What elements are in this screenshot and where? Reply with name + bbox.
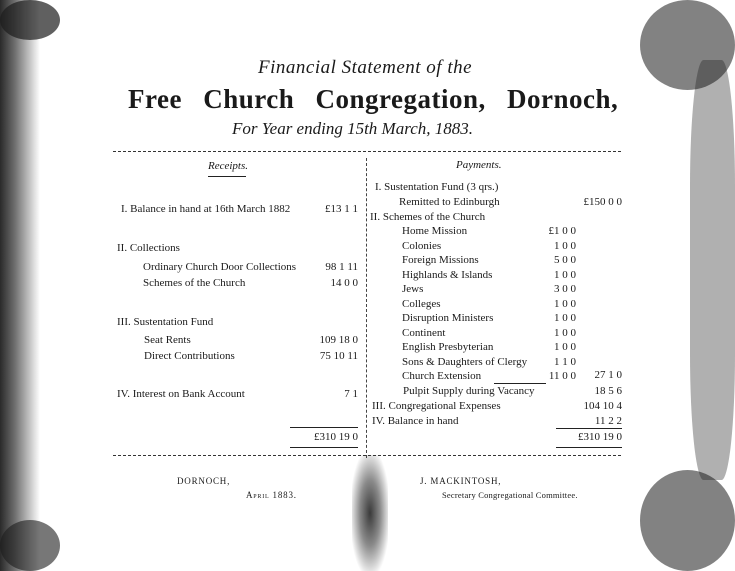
payment-amount: 104 10 4 [583,400,622,412]
scheme-amount: 1 0 0 [554,312,576,324]
payment-amount: 11 2 2 [594,415,622,427]
receipt-row-label: Direct Contributions [144,350,235,362]
receipts-total: £310 19 0 [314,431,358,443]
scheme-name: English Presbyterian [402,341,494,353]
receipt-row-amount: 109 18 0 [319,334,358,346]
receipts-total-rule [290,427,358,428]
payments-total-rule [556,447,622,448]
scheme-name: Jews [402,283,424,295]
scheme-name: Sons & Daughters of Clergy [402,356,528,368]
scheme-amount: 1 1 0 [554,356,576,368]
payments-total-rule [556,428,622,429]
scheme-name: Highlands & Islands [402,269,493,281]
schemes-total: 27 1 0 [594,369,622,381]
page-title: Free Church Congregation, Dornoch, [128,84,619,114]
payment-label: III. Congregational Expenses [372,400,501,412]
scheme-amount: 1 0 0 [554,298,576,310]
scheme-amount: 11 0 0 [548,370,576,382]
scan-shadow-left [0,0,40,571]
scheme-amount: 1 0 0 [554,327,576,339]
payment-label: Remitted to Edinburgh [399,196,500,208]
receipt-row-label: Ordinary Church Door Collections [143,261,297,273]
scan-blot [640,470,735,571]
payments-heading: Payments. [456,159,502,171]
scan-fold-shadow [352,455,388,571]
scheme-amount: 3 0 0 [554,283,576,295]
payments-total: £310 19 0 [578,431,622,443]
scheme-name: Church Extension [402,370,482,382]
scan-blot [0,0,60,40]
receipt-row-label: II. Collections [117,242,180,254]
receipt-row-amount: 14 0 0 [330,277,358,289]
top-divider [113,151,621,158]
footer-date: April 1883. [246,490,297,500]
script-title: Financial Statement of the [258,57,473,78]
footer-signatory: J. MACKINTOSH, [420,476,502,486]
scheme-name: Home Mission [402,225,468,237]
scan-blot [690,60,735,480]
subtitle: For Year ending 15th March, 1883. [232,119,473,138]
receipts-heading: Receipts. [208,160,249,172]
receipt-row-amount: 75 10 11 [319,350,358,362]
scheme-amount: 1 0 0 [554,341,576,353]
footer-place: DORNOCH, [177,476,231,486]
scheme-name: Colleges [402,298,441,310]
scheme-name: Continent [402,327,446,339]
scheme-amount: 1 0 0 [554,240,576,252]
scheme-name: Disruption Ministers [402,312,494,324]
receipt-row-amount: 7 1 [344,388,358,400]
receipt-row-amount: 98 1 11 [325,261,358,273]
scheme-amount: 5 0 0 [554,254,576,266]
receipt-row-label: I. Balance in hand at 16th March 1882 [121,203,291,215]
scheme-name: Colonies [402,240,442,252]
receipt-row-label: IV. Interest on Bank Account [117,388,245,400]
footer-role: Secretary Congregational Committee. [442,490,578,500]
scan-blot [0,520,60,571]
receipt-row-amount: £13 1 1 [325,203,358,215]
payment-label: II. Schemes of the Church [370,211,486,223]
payment-label: IV. Balance in hand [372,415,459,427]
bottom-divider [113,455,621,462]
receipt-row-label: III. Sustentation Fund [117,316,214,328]
payment-label: Pulpit Supply during Vacancy [403,385,535,397]
payment-amount: 18 5 6 [594,385,622,397]
scheme-amount: £1 0 0 [548,225,576,237]
receipts-total-rule [290,447,358,448]
receipt-row-label: Schemes of the Church [143,277,246,289]
scheme-name: Foreign Missions [402,254,479,266]
payment-label: I. Sustentation Fund (3 qrs.) [375,181,499,193]
receipt-row-label: Seat Rents [144,334,191,346]
payment-amount: £150 0 0 [583,196,622,208]
column-divider [366,158,367,458]
scheme-amount: 1 0 0 [554,269,576,281]
receipts-heading-underline [208,176,246,177]
schemes-subtotal-rule [494,383,546,384]
